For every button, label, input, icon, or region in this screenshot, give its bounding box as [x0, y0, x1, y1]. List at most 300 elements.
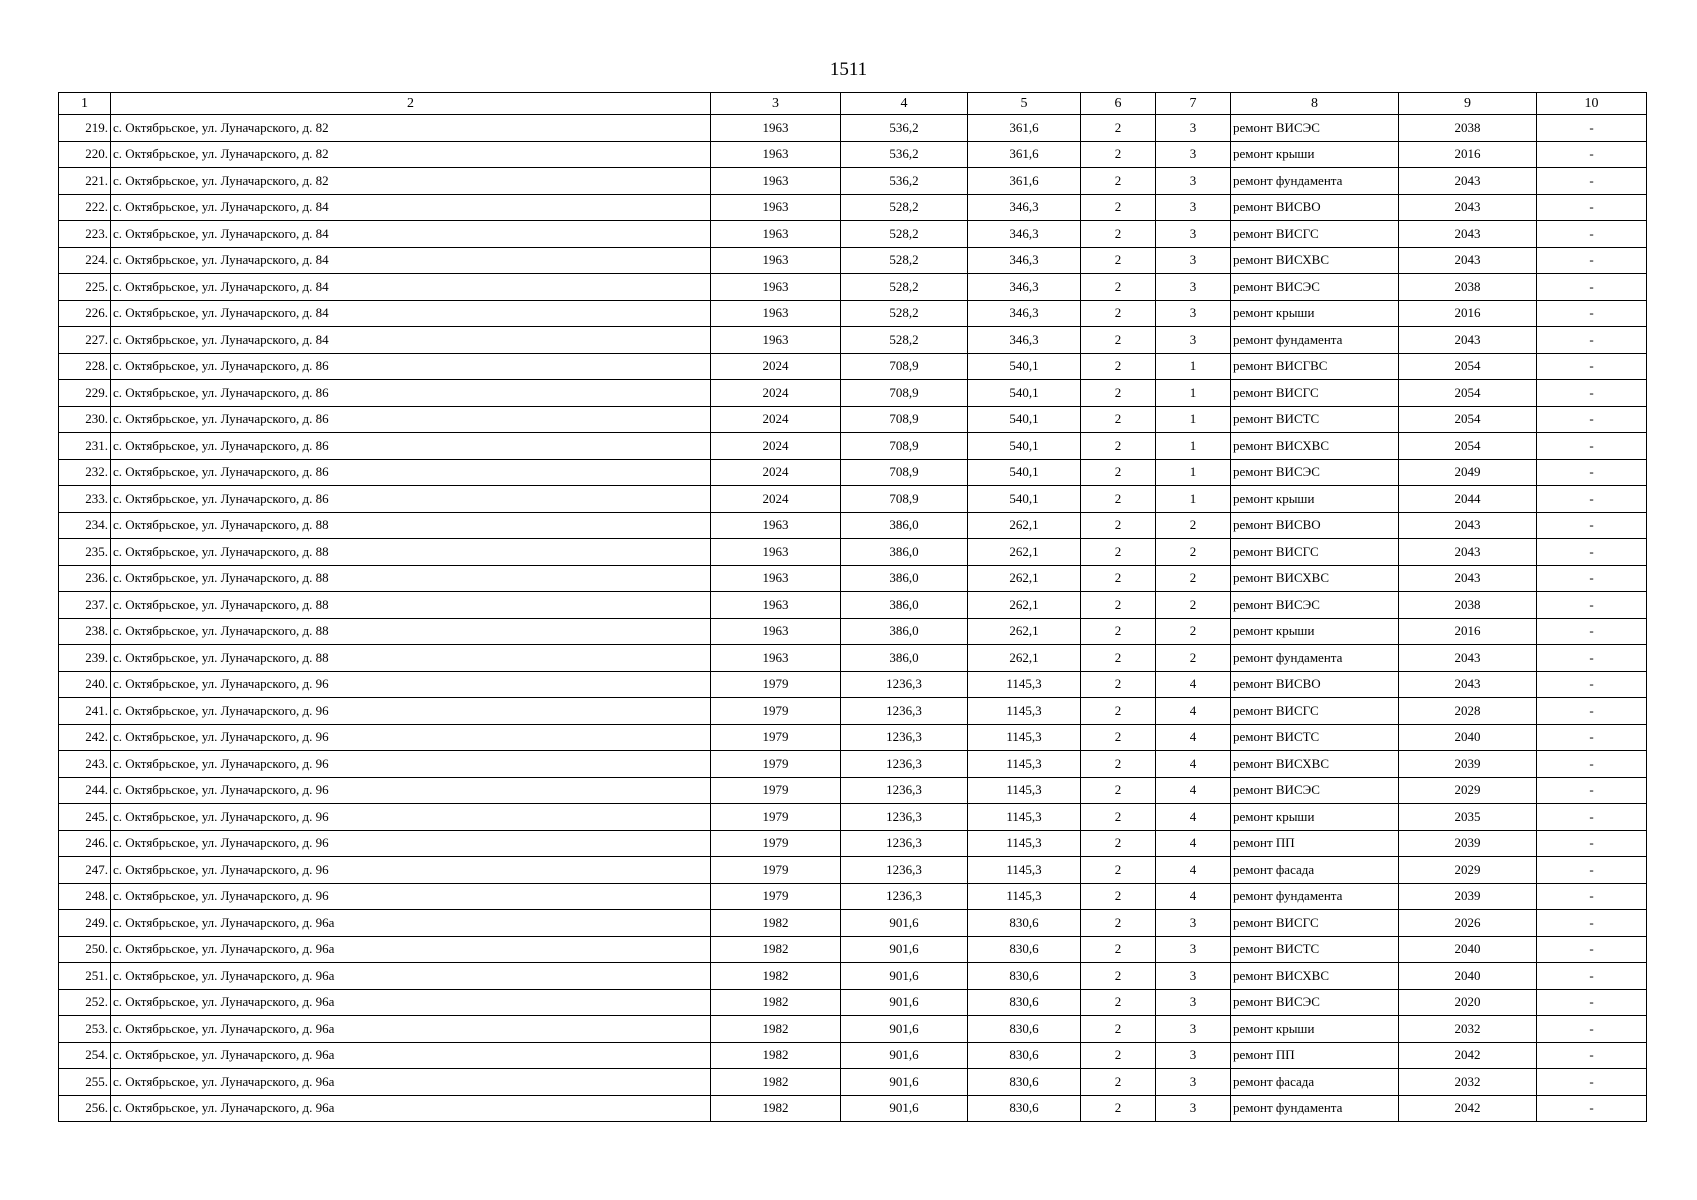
- planned-year-cell: 2043: [1399, 168, 1537, 195]
- floors-cell: 2: [1081, 592, 1156, 619]
- work-type-cell: ремонт ВИСХВС: [1231, 963, 1399, 990]
- address-cell: с. Октябрьское, ул. Луначарского, д. 96: [111, 698, 711, 725]
- floors-cell: 2: [1081, 777, 1156, 804]
- floors-cell: 2: [1081, 989, 1156, 1016]
- planned-year-cell: 2043: [1399, 539, 1537, 566]
- planned-year-cell: 2032: [1399, 1069, 1537, 1096]
- note-cell: -: [1537, 618, 1647, 645]
- row-number-cell: 231.: [59, 433, 111, 460]
- entrances-cell: 3: [1156, 963, 1231, 990]
- floors-cell: 2: [1081, 698, 1156, 725]
- living-area-cell: 262,1: [968, 618, 1081, 645]
- row-number-cell: 228.: [59, 353, 111, 380]
- floors-cell: 2: [1081, 221, 1156, 248]
- year-cell: 1982: [711, 1042, 841, 1069]
- work-type-cell: ремонт фундамента: [1231, 645, 1399, 672]
- note-cell: -: [1537, 804, 1647, 831]
- living-area-cell: 262,1: [968, 645, 1081, 672]
- note-cell: -: [1537, 565, 1647, 592]
- floors-cell: 2: [1081, 963, 1156, 990]
- note-cell: -: [1537, 380, 1647, 407]
- floors-cell: 2: [1081, 751, 1156, 778]
- entrances-cell: 1: [1156, 380, 1231, 407]
- row-number-cell: 255.: [59, 1069, 111, 1096]
- table-row: [59, 459, 1647, 486]
- planned-year-cell: 2043: [1399, 565, 1537, 592]
- entrances-cell: 4: [1156, 777, 1231, 804]
- table-row: [59, 565, 1647, 592]
- entrances-cell: 3: [1156, 221, 1231, 248]
- total-area-cell: 528,2: [841, 247, 968, 274]
- address-cell: с. Октябрьское, ул. Луначарского, д. 88: [111, 565, 711, 592]
- planned-year-cell: 2043: [1399, 512, 1537, 539]
- work-type-cell: ремонт ВИСХВС: [1231, 247, 1399, 274]
- entrances-cell: 4: [1156, 883, 1231, 910]
- total-area-cell: 901,6: [841, 1042, 968, 1069]
- year-cell: 1982: [711, 1069, 841, 1096]
- column-header: 10: [1537, 93, 1647, 115]
- planned-year-cell: 2035: [1399, 804, 1537, 831]
- table-row: [59, 1095, 1647, 1122]
- living-area-cell: 262,1: [968, 539, 1081, 566]
- living-area-cell: 346,3: [968, 194, 1081, 221]
- planned-year-cell: 2043: [1399, 327, 1537, 354]
- living-area-cell: 1145,3: [968, 671, 1081, 698]
- entrances-cell: 4: [1156, 830, 1231, 857]
- total-area-cell: 1236,3: [841, 857, 968, 884]
- living-area-cell: 346,3: [968, 247, 1081, 274]
- year-cell: 2024: [711, 459, 841, 486]
- floors-cell: 2: [1081, 936, 1156, 963]
- living-area-cell: 830,6: [968, 963, 1081, 990]
- total-area-cell: 386,0: [841, 618, 968, 645]
- work-type-cell: ремонт фундамента: [1231, 1095, 1399, 1122]
- entrances-cell: 3: [1156, 274, 1231, 301]
- entrances-cell: 1: [1156, 433, 1231, 460]
- floors-cell: 2: [1081, 274, 1156, 301]
- floors-cell: 2: [1081, 300, 1156, 327]
- note-cell: -: [1537, 963, 1647, 990]
- year-cell: 1979: [711, 830, 841, 857]
- table-row: [59, 221, 1647, 248]
- year-cell: 1982: [711, 936, 841, 963]
- address-cell: с. Октябрьское, ул. Луначарского, д. 96а: [111, 963, 711, 990]
- entrances-cell: 3: [1156, 247, 1231, 274]
- row-number-cell: 246.: [59, 830, 111, 857]
- planned-year-cell: 2029: [1399, 857, 1537, 884]
- entrances-cell: 1: [1156, 406, 1231, 433]
- planned-year-cell: 2049: [1399, 459, 1537, 486]
- address-cell: с. Октябрьское, ул. Луначарского, д. 82: [111, 141, 711, 168]
- note-cell: -: [1537, 910, 1647, 937]
- column-header: 4: [841, 93, 968, 115]
- living-area-cell: 830,6: [968, 936, 1081, 963]
- planned-year-cell: 2039: [1399, 883, 1537, 910]
- table-row: [59, 1069, 1647, 1096]
- planned-year-cell: 2040: [1399, 936, 1537, 963]
- column-number-row: [59, 93, 1647, 115]
- planned-year-cell: 2016: [1399, 141, 1537, 168]
- work-type-cell: ремонт ПП: [1231, 830, 1399, 857]
- floors-cell: 2: [1081, 327, 1156, 354]
- row-number-cell: 256.: [59, 1095, 111, 1122]
- table-row: [59, 327, 1647, 354]
- entrances-cell: 2: [1156, 645, 1231, 672]
- row-number-cell: 254.: [59, 1042, 111, 1069]
- floors-cell: 2: [1081, 1095, 1156, 1122]
- row-number-cell: 248.: [59, 883, 111, 910]
- note-cell: -: [1537, 645, 1647, 672]
- floors-cell: 2: [1081, 459, 1156, 486]
- planned-year-cell: 2026: [1399, 910, 1537, 937]
- address-cell: с. Октябрьское, ул. Луначарского, д. 96а: [111, 1069, 711, 1096]
- work-type-cell: ремонт ВИСГС: [1231, 910, 1399, 937]
- work-type-cell: ремонт ВИСТС: [1231, 406, 1399, 433]
- work-type-cell: ремонт ВИСЭС: [1231, 989, 1399, 1016]
- total-area-cell: 708,9: [841, 486, 968, 513]
- table-row: [59, 539, 1647, 566]
- living-area-cell: 540,1: [968, 459, 1081, 486]
- planned-year-cell: 2038: [1399, 115, 1537, 142]
- entrances-cell: 3: [1156, 936, 1231, 963]
- living-area-cell: 540,1: [968, 486, 1081, 513]
- table-row: [59, 406, 1647, 433]
- table-row: [59, 115, 1647, 142]
- note-cell: -: [1537, 671, 1647, 698]
- floors-cell: 2: [1081, 247, 1156, 274]
- planned-year-cell: 2054: [1399, 353, 1537, 380]
- address-cell: с. Октябрьское, ул. Луначарского, д. 84: [111, 327, 711, 354]
- planned-year-cell: 2038: [1399, 274, 1537, 301]
- table-row: [59, 380, 1647, 407]
- table-row: [59, 936, 1647, 963]
- total-area-cell: 901,6: [841, 1095, 968, 1122]
- living-area-cell: 540,1: [968, 353, 1081, 380]
- address-cell: с. Октябрьское, ул. Луначарского, д. 88: [111, 512, 711, 539]
- living-area-cell: 540,1: [968, 406, 1081, 433]
- floors-cell: 2: [1081, 433, 1156, 460]
- total-area-cell: 708,9: [841, 459, 968, 486]
- planned-year-cell: 2039: [1399, 830, 1537, 857]
- row-number-cell: 230.: [59, 406, 111, 433]
- year-cell: 1979: [711, 671, 841, 698]
- planned-year-cell: 2032: [1399, 1016, 1537, 1043]
- entrances-cell: 1: [1156, 486, 1231, 513]
- year-cell: 1963: [711, 141, 841, 168]
- planned-year-cell: 2054: [1399, 406, 1537, 433]
- living-area-cell: 1145,3: [968, 724, 1081, 751]
- entrances-cell: 4: [1156, 804, 1231, 831]
- living-area-cell: 540,1: [968, 433, 1081, 460]
- planned-year-cell: 2038: [1399, 592, 1537, 619]
- work-type-cell: ремонт крыши: [1231, 804, 1399, 831]
- work-type-cell: ремонт фасада: [1231, 857, 1399, 884]
- address-cell: с. Октябрьское, ул. Луначарского, д. 88: [111, 539, 711, 566]
- work-type-cell: ремонт ВИСХВС: [1231, 751, 1399, 778]
- row-number-cell: 221.: [59, 168, 111, 195]
- row-number-cell: 250.: [59, 936, 111, 963]
- year-cell: 1982: [711, 1016, 841, 1043]
- note-cell: -: [1537, 777, 1647, 804]
- year-cell: 1982: [711, 910, 841, 937]
- entrances-cell: 4: [1156, 724, 1231, 751]
- year-cell: 1982: [711, 963, 841, 990]
- table-row: [59, 592, 1647, 619]
- column-header: 3: [711, 93, 841, 115]
- planned-year-cell: 2044: [1399, 486, 1537, 513]
- living-area-cell: 1145,3: [968, 751, 1081, 778]
- table-row: [59, 989, 1647, 1016]
- entrances-cell: 4: [1156, 698, 1231, 725]
- planned-year-cell: 2016: [1399, 618, 1537, 645]
- living-area-cell: 540,1: [968, 380, 1081, 407]
- row-number-cell: 225.: [59, 274, 111, 301]
- work-type-cell: ремонт крыши: [1231, 618, 1399, 645]
- row-number-cell: 237.: [59, 592, 111, 619]
- table-row: [59, 671, 1647, 698]
- row-number-cell: 252.: [59, 989, 111, 1016]
- planned-year-cell: 2043: [1399, 645, 1537, 672]
- work-type-cell: ремонт крыши: [1231, 300, 1399, 327]
- living-area-cell: 346,3: [968, 300, 1081, 327]
- living-area-cell: 361,6: [968, 141, 1081, 168]
- note-cell: -: [1537, 300, 1647, 327]
- address-cell: с. Октябрьское, ул. Луначарского, д. 84: [111, 274, 711, 301]
- floors-cell: 2: [1081, 353, 1156, 380]
- floors-cell: 2: [1081, 910, 1156, 937]
- year-cell: 1963: [711, 274, 841, 301]
- planned-year-cell: 2054: [1399, 380, 1537, 407]
- living-area-cell: 346,3: [968, 327, 1081, 354]
- entrances-cell: 3: [1156, 1016, 1231, 1043]
- address-cell: с. Октябрьское, ул. Луначарского, д. 96: [111, 751, 711, 778]
- total-area-cell: 528,2: [841, 300, 968, 327]
- entrances-cell: 3: [1156, 910, 1231, 937]
- floors-cell: 2: [1081, 539, 1156, 566]
- row-number-cell: 240.: [59, 671, 111, 698]
- entrances-cell: 4: [1156, 671, 1231, 698]
- planned-year-cell: 2043: [1399, 671, 1537, 698]
- work-type-cell: ремонт ВИСГС: [1231, 380, 1399, 407]
- work-type-cell: ремонт ВИСВО: [1231, 512, 1399, 539]
- total-area-cell: 901,6: [841, 989, 968, 1016]
- column-header: 1: [59, 93, 111, 115]
- address-cell: с. Октябрьское, ул. Луначарского, д. 96: [111, 883, 711, 910]
- planned-year-cell: 2040: [1399, 724, 1537, 751]
- entrances-cell: 3: [1156, 989, 1231, 1016]
- entrances-cell: 3: [1156, 141, 1231, 168]
- address-cell: с. Октябрьское, ул. Луначарского, д. 96а: [111, 989, 711, 1016]
- note-cell: -: [1537, 883, 1647, 910]
- address-cell: с. Октябрьское, ул. Луначарского, д. 96: [111, 724, 711, 751]
- year-cell: 1982: [711, 989, 841, 1016]
- total-area-cell: 1236,3: [841, 724, 968, 751]
- table-row: [59, 168, 1647, 195]
- row-number-cell: 232.: [59, 459, 111, 486]
- planned-year-cell: 2039: [1399, 751, 1537, 778]
- table-row: [59, 777, 1647, 804]
- year-cell: 1963: [711, 300, 841, 327]
- note-cell: -: [1537, 592, 1647, 619]
- year-cell: 1979: [711, 777, 841, 804]
- note-cell: -: [1537, 724, 1647, 751]
- work-type-cell: ремонт ВИСТС: [1231, 724, 1399, 751]
- planned-year-cell: 2042: [1399, 1095, 1537, 1122]
- table-body: [59, 115, 1647, 1122]
- year-cell: 1979: [711, 751, 841, 778]
- entrances-cell: 1: [1156, 353, 1231, 380]
- total-area-cell: 901,6: [841, 963, 968, 990]
- note-cell: -: [1537, 433, 1647, 460]
- living-area-cell: 1145,3: [968, 777, 1081, 804]
- total-area-cell: 386,0: [841, 565, 968, 592]
- row-number-cell: 239.: [59, 645, 111, 672]
- table-row: [59, 353, 1647, 380]
- entrances-cell: 3: [1156, 1095, 1231, 1122]
- table-row: [59, 1016, 1647, 1043]
- row-number-cell: 227.: [59, 327, 111, 354]
- column-header: 5: [968, 93, 1081, 115]
- work-type-cell: ремонт ВИСТС: [1231, 936, 1399, 963]
- row-number-cell: 249.: [59, 910, 111, 937]
- total-area-cell: 1236,3: [841, 830, 968, 857]
- total-area-cell: 1236,3: [841, 804, 968, 831]
- address-cell: с. Октябрьское, ул. Луначарского, д. 96а: [111, 1042, 711, 1069]
- work-type-cell: ремонт ВИСЭС: [1231, 274, 1399, 301]
- year-cell: 1963: [711, 618, 841, 645]
- living-area-cell: 262,1: [968, 592, 1081, 619]
- entrances-cell: 2: [1156, 565, 1231, 592]
- planned-year-cell: 2016: [1399, 300, 1537, 327]
- year-cell: 2024: [711, 380, 841, 407]
- entrances-cell: 1: [1156, 459, 1231, 486]
- row-number-cell: 245.: [59, 804, 111, 831]
- work-type-cell: ремонт крыши: [1231, 1016, 1399, 1043]
- note-cell: -: [1537, 486, 1647, 513]
- note-cell: -: [1537, 989, 1647, 1016]
- address-cell: с. Октябрьское, ул. Луначарского, д. 84: [111, 194, 711, 221]
- note-cell: -: [1537, 857, 1647, 884]
- floors-cell: 2: [1081, 115, 1156, 142]
- entrances-cell: 4: [1156, 857, 1231, 884]
- note-cell: -: [1537, 194, 1647, 221]
- row-number-cell: 244.: [59, 777, 111, 804]
- address-cell: с. Октябрьское, ул. Луначарского, д. 96а: [111, 1095, 711, 1122]
- work-type-cell: ремонт крыши: [1231, 486, 1399, 513]
- table-row: [59, 645, 1647, 672]
- year-cell: 1963: [711, 592, 841, 619]
- address-cell: с. Октябрьское, ул. Луначарского, д. 96: [111, 777, 711, 804]
- year-cell: 1979: [711, 804, 841, 831]
- planned-year-cell: 2028: [1399, 698, 1537, 725]
- work-type-cell: ремонт ВИСГС: [1231, 539, 1399, 566]
- floors-cell: 2: [1081, 857, 1156, 884]
- total-area-cell: 901,6: [841, 936, 968, 963]
- address-cell: с. Октябрьское, ул. Луначарского, д. 86: [111, 380, 711, 407]
- note-cell: -: [1537, 141, 1647, 168]
- year-cell: 2024: [711, 486, 841, 513]
- table-row: [59, 512, 1647, 539]
- entrances-cell: 2: [1156, 539, 1231, 566]
- work-type-cell: ремонт ПП: [1231, 1042, 1399, 1069]
- column-header: 8: [1231, 93, 1399, 115]
- year-cell: 1979: [711, 724, 841, 751]
- table-row: [59, 724, 1647, 751]
- row-number-cell: 234.: [59, 512, 111, 539]
- note-cell: -: [1537, 936, 1647, 963]
- address-cell: с. Октябрьское, ул. Луначарского, д. 86: [111, 486, 711, 513]
- total-area-cell: 708,9: [841, 380, 968, 407]
- total-area-cell: 708,9: [841, 406, 968, 433]
- living-area-cell: 262,1: [968, 512, 1081, 539]
- table-row: [59, 830, 1647, 857]
- total-area-cell: 528,2: [841, 327, 968, 354]
- note-cell: -: [1537, 698, 1647, 725]
- entrances-cell: 2: [1156, 592, 1231, 619]
- note-cell: -: [1537, 327, 1647, 354]
- work-type-cell: ремонт фундамента: [1231, 168, 1399, 195]
- living-area-cell: 361,6: [968, 115, 1081, 142]
- table-row: [59, 698, 1647, 725]
- row-number-cell: 236.: [59, 565, 111, 592]
- work-type-cell: ремонт фасада: [1231, 1069, 1399, 1096]
- note-cell: -: [1537, 1095, 1647, 1122]
- floors-cell: 2: [1081, 724, 1156, 751]
- total-area-cell: 708,9: [841, 433, 968, 460]
- total-area-cell: 1236,3: [841, 698, 968, 725]
- table-row: [59, 618, 1647, 645]
- floors-cell: 2: [1081, 671, 1156, 698]
- entrances-cell: 4: [1156, 751, 1231, 778]
- year-cell: 1963: [711, 168, 841, 195]
- entrances-cell: 3: [1156, 1069, 1231, 1096]
- table-row: [59, 910, 1647, 937]
- note-cell: -: [1537, 512, 1647, 539]
- table-row: [59, 300, 1647, 327]
- note-cell: -: [1537, 1016, 1647, 1043]
- total-area-cell: 536,2: [841, 115, 968, 142]
- table-row: [59, 274, 1647, 301]
- column-header: 6: [1081, 93, 1156, 115]
- floors-cell: 2: [1081, 1069, 1156, 1096]
- table-row: [59, 751, 1647, 778]
- note-cell: -: [1537, 115, 1647, 142]
- year-cell: 1982: [711, 1095, 841, 1122]
- planned-year-cell: 2043: [1399, 221, 1537, 248]
- year-cell: 1963: [711, 539, 841, 566]
- row-number-cell: 224.: [59, 247, 111, 274]
- total-area-cell: 1236,3: [841, 671, 968, 698]
- address-cell: с. Октябрьское, ул. Луначарского, д. 88: [111, 592, 711, 619]
- year-cell: 1979: [711, 698, 841, 725]
- note-cell: -: [1537, 274, 1647, 301]
- total-area-cell: 528,2: [841, 274, 968, 301]
- note-cell: -: [1537, 1069, 1647, 1096]
- year-cell: 1963: [711, 115, 841, 142]
- floors-cell: 2: [1081, 168, 1156, 195]
- living-area-cell: 830,6: [968, 1042, 1081, 1069]
- address-cell: с. Октябрьское, ул. Луначарского, д. 88: [111, 645, 711, 672]
- floors-cell: 2: [1081, 380, 1156, 407]
- register-table: [58, 92, 1647, 1122]
- note-cell: -: [1537, 539, 1647, 566]
- row-number-cell: 226.: [59, 300, 111, 327]
- address-cell: с. Октябрьское, ул. Луначарского, д. 84: [111, 221, 711, 248]
- work-type-cell: ремонт крыши: [1231, 141, 1399, 168]
- total-area-cell: 386,0: [841, 592, 968, 619]
- floors-cell: 2: [1081, 645, 1156, 672]
- work-type-cell: ремонт ВИСЭС: [1231, 115, 1399, 142]
